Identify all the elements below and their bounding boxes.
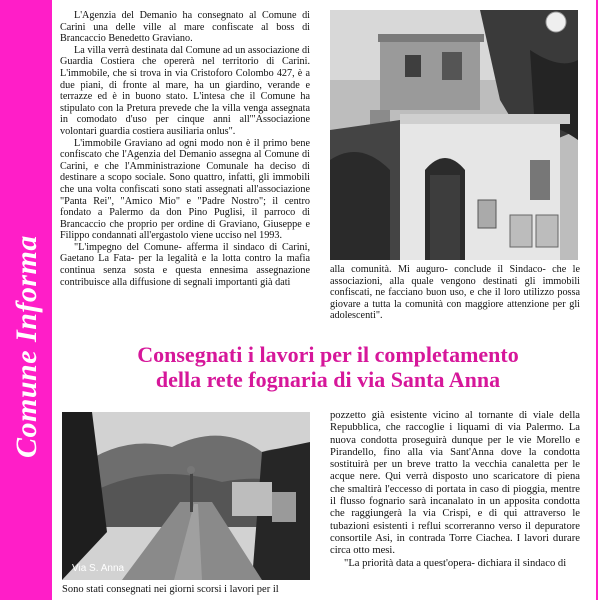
section-title: Comune Informa xyxy=(10,235,43,458)
road-photo-caption: Via S. Anna xyxy=(72,563,125,574)
article1-paragraph: L'Agenzia del Demanio ha consegnato al Comune di Carini una delle ville al mare confiscate al boss di Brancaccio Benedetto Graviano. xyxy=(60,10,310,45)
villa-photo xyxy=(330,10,578,260)
article2-right-column xyxy=(330,410,580,570)
article1-continuation-text: alla comunità. Mi auguro- conclude il Sindaco- che le associazioni, alla quale vengono destinati gli immobili confiscati, ne facciano buon uso, e che il loro utilizzo possa giovare a tutta la comunità con maggiore attenzione per gli adolescenti". xyxy=(330,264,580,322)
article2-headline-line2: della rete fognaria di via Santa Anna xyxy=(155,367,501,392)
villa-photo-image xyxy=(330,10,578,260)
article1-paragraph: L'immobile Graviano ad ogni modo non è il primo bene confiscato che l'Agenzia del Demanio assegna al Comune di Carini, e che l'Amministrazione Comunale ha deciso di destinare a scopo sociale. Sono quattro, infatti, gli immobili che una volta confiscati sono stati assegnati all'associazione "Panta Rei", "Amico Mio" e "Padre Nostro"; il centro fondato a Palermo da don Pino Puglisi, il parroco di Brancaccio che proprio per ordine di Graviano, Giuseppe e Filippo condannati all'ergastolo viene ucciso nel 1993. xyxy=(60,137,310,242)
article2-headline-line1: Consegnati i lavori per il completamento xyxy=(137,342,519,367)
article1-paragraph: La villa verrà destinata dal Comune ad un associazione di Guardia Costiera che opererà nel territorio di Carini. L'immobile, che si trova in via Cristoforo Colombo 427, è a due piani, di fronte al mare, ha un giardino, verande e terrazze ed è in buono stato. L'intesa che il Comune ha stipulato con la Pretura prevede che la villa venga assegnata in comodato d'uso per cinque anni all'"Associazione volontari guardia costiera ausiliaria onlus". xyxy=(60,44,310,137)
article1-paragraph: "L'impegno del Comune- afferma il sindaco di Carini, Gaetano La Fata- per la legalità e la lotta contro la mafia continua senza sosta e questa ennesima assegnazione contribuisce alla diffusione di segnali importanti già dati xyxy=(60,241,310,288)
article1-continuation xyxy=(330,264,580,322)
road-photo xyxy=(62,412,310,580)
article2-paragraph: "La priorità data a quest'opera- dichiara il sindaco di xyxy=(344,557,567,569)
article2-left-column xyxy=(62,584,312,596)
article1-column xyxy=(60,10,310,288)
road-photo-image xyxy=(62,412,310,580)
section-sidebar xyxy=(0,0,52,600)
article2-left-text: Sono stati consegnati nei giorni scorsi i lavori per il xyxy=(62,584,279,595)
article2-headline xyxy=(60,342,596,392)
article2-paragraph: pozzetto già esistente vicino al tornante di viale della Repubblica, che raccoglie i liquami di via Palermo. La nuova condotta proseguirà dunque per le vie Morello e Pirandello, fino alla via Sant'Anna dove la condotta sostituirà per un breve tratto la vecchia canaletta per le acque nere. Qui verrà disposto uno scaricatore di piena che smaltirà l'eccesso di portata in caso di pioggia, mentre il flusso fognario sarà incanalato in un apposita condotta che raggiungerà la via Crispi, e di qui attraverso le tubazioni esistenti i reflui scorreranno verso il depuratore consortile Asi, in contrada Torre Ciachea. I lavori durare circa otto mesi. xyxy=(330,410,580,557)
